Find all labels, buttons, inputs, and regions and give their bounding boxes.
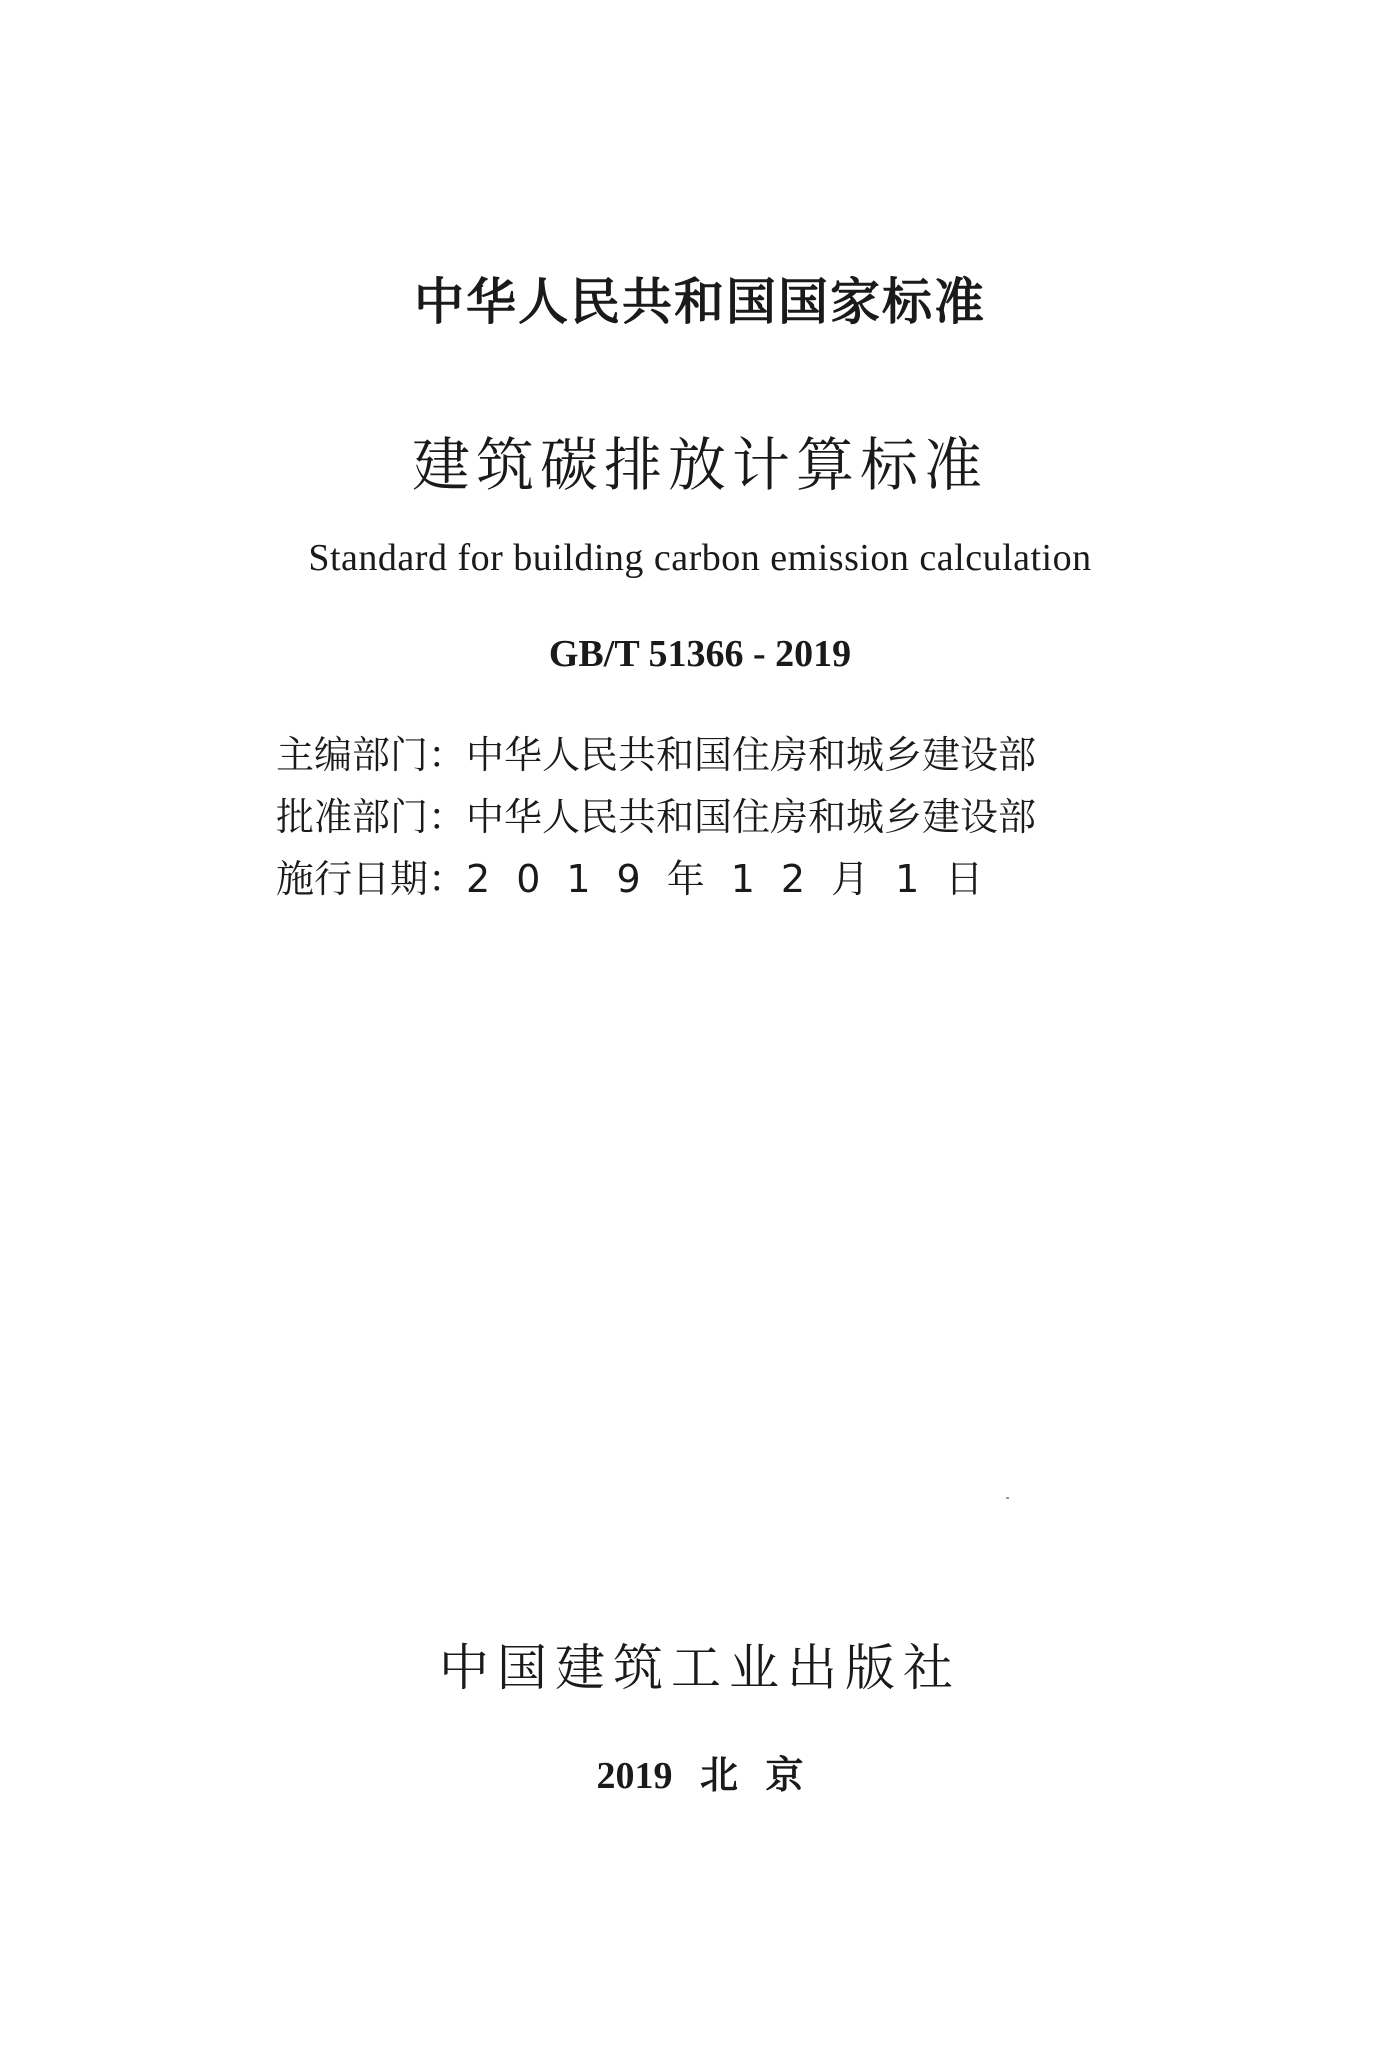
scan-speck: [1006, 1497, 1009, 1499]
standard-title-english: Standard for building carbon emission calculation: [308, 537, 1092, 579]
approver-row: [276, 786, 1096, 848]
editor-row: [276, 724, 1096, 786]
publication-place-year: 2019 北 京: [596, 1755, 804, 1797]
editor-label: 主编部门：: [276, 733, 467, 777]
approver-label: 批准部门：: [276, 795, 467, 839]
national-standard-heading: 中华人民共和国国家标准: [414, 273, 986, 331]
publisher-name: 中国建筑工业出版社: [439, 1639, 961, 1697]
approver-value: 中华人民共和国住房和城乡建设部: [466, 795, 1037, 839]
standard-info-block: [276, 724, 1096, 910]
standard-title-chinese: 建筑碳排放计算标准: [411, 431, 988, 499]
effective-date-row: [276, 848, 1096, 910]
editor-value: 中华人民共和国住房和城乡建设部: [466, 733, 1037, 777]
standard-code: GB/T 51366 - 2019: [548, 633, 852, 675]
effective-date-value: 2019年12月1日: [466, 857, 1010, 901]
effective-date-label: 施行日期：: [276, 857, 467, 901]
